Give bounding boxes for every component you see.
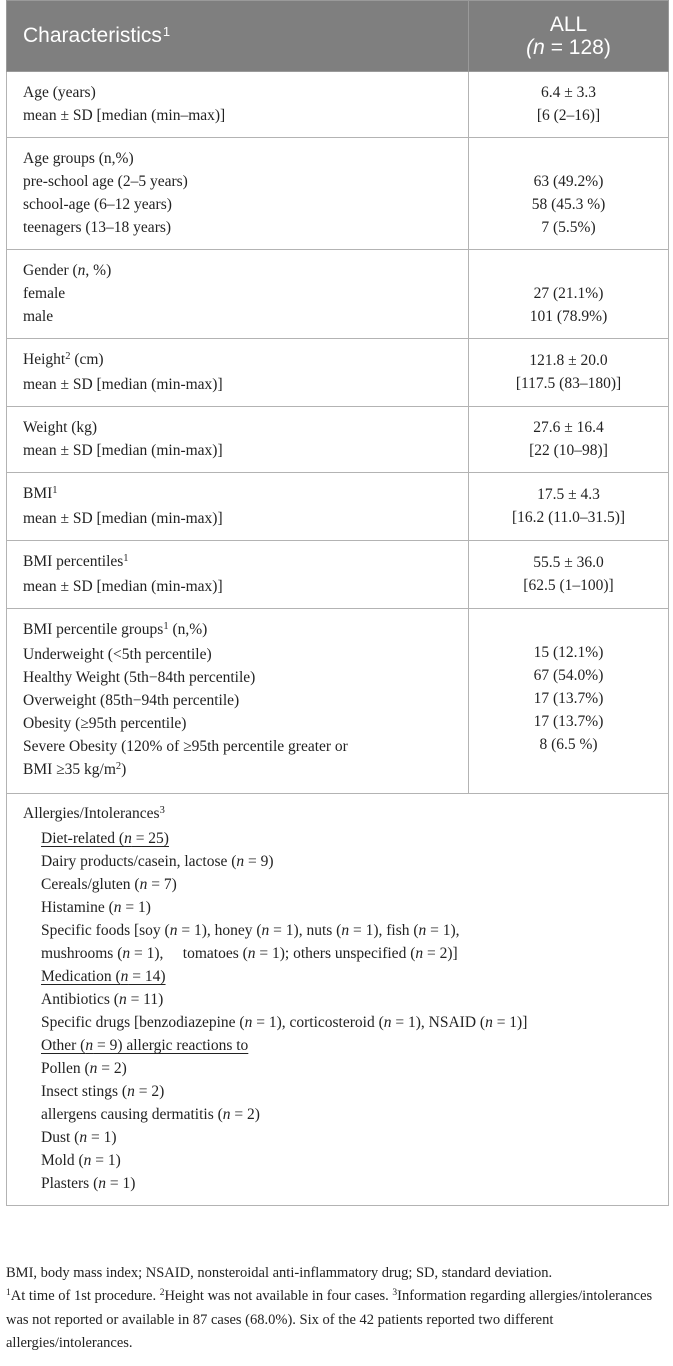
table-row [7, 609, 669, 794]
value-line: 101 (78.9%) [529, 308, 608, 325]
allergy-item: Pollen (n = 2) [41, 1060, 127, 1077]
row-value [469, 339, 669, 407]
table-row [7, 407, 669, 473]
label-line: Severe Obesity (120% of ≥95th percentile greater or [23, 738, 348, 755]
label-line: Overweight (85th−94th percentile) [23, 692, 240, 709]
row-value [469, 138, 669, 250]
row-label [7, 541, 469, 609]
table-row [7, 339, 669, 407]
value-line: [16.2 (11.0–31.5)] [511, 509, 626, 526]
value-line: 8 (6.5 %) [539, 736, 598, 753]
header-all [469, 1, 669, 72]
row-value [469, 250, 669, 339]
table-row [7, 250, 669, 339]
label-line: Gender (n, %) [23, 262, 112, 279]
footnotes-text: $^1$At time of 1st procedure. $^2$Height was not available in four cases. $^3$Information regarding allergies/intolerances was not reported or available in 87 cases (68.0%). Six of the 42 patients reported two different allergies/intolerances. [6, 1287, 653, 1351]
table-row [7, 473, 669, 541]
allergy-item: Cereals/gluten (n = 7) [41, 876, 177, 893]
value-line: 17.5 ± 4.3 [537, 486, 600, 503]
table-footnotes [6, 1262, 668, 1354]
footnote-mark: 1 [52, 485, 58, 496]
label-line: Weight (kg) [23, 419, 98, 436]
allergy-item: mushrooms (n = 1), tomatoes (n = 1); others unspecified (n = 2)] [41, 945, 458, 962]
header-characteristics [7, 1, 469, 72]
table-row [7, 72, 669, 138]
header-n-label: (n = 128) [526, 36, 611, 59]
label-line: BMI ≥35 $kg/m^2$) [23, 761, 127, 778]
label-line: female [23, 285, 66, 302]
allergy-item: Specific drugs [benzodiazepine (n = 1), corticosteroid (n = 1), NSAID (n = 1)] [41, 1014, 528, 1031]
label-line: Underweight (<5th percentile) [23, 646, 212, 663]
row-label [7, 339, 469, 407]
row-value [469, 72, 669, 138]
value-line: 15 (12.1%) [533, 644, 604, 661]
allergy-group-other: Other (n = 9) allergic reactions to [41, 1037, 249, 1054]
header-all-label: ALL [549, 13, 588, 36]
label-line: teenagers (13–18 years) [23, 219, 172, 236]
row-value [469, 541, 669, 609]
label-line: BMI percentiles$^1$ [23, 553, 129, 570]
footnote-mark: 2 [115, 761, 122, 772]
label-line: mean ± SD [median (min-max)] [23, 510, 223, 527]
label-line: mean ± SD [median (min–max)] [23, 107, 226, 124]
allergies-cell [7, 794, 669, 1206]
row-value [469, 473, 669, 541]
value-line: 17 (13.7%) [533, 713, 604, 730]
label-line: Age groups (n,%) [23, 150, 134, 167]
row-label [7, 473, 469, 541]
footnote-mark: 1 [123, 553, 129, 564]
row-label [7, 72, 469, 138]
row-label [7, 609, 469, 794]
value-line: 58 (45.3 %) [531, 196, 606, 213]
label-line: BMI$^1$ [23, 485, 58, 502]
allergy-item: Histamine (n = 1) [41, 899, 151, 916]
allergy-item: Mold (n = 1) [41, 1152, 121, 1169]
value-line: [22 (10–98)] [529, 442, 608, 459]
value-line: [117.5 (83–180)] [515, 375, 622, 392]
label-line: mean ± SD [median (min-max)] [23, 376, 223, 393]
value-line: 55.5 ± 36.0 [533, 554, 604, 571]
allergy-item: Insect stings (n = 2) [41, 1083, 165, 1100]
label-line: Age (years) [23, 84, 96, 101]
value-line: 7 (5.5%) [541, 219, 596, 236]
label-line: pre-school age (2–5 years) [23, 173, 188, 190]
value-line: [6 (2–16)] [536, 107, 601, 124]
label-line: mean ± SD [median (min-max)] [23, 578, 223, 595]
label-line: BMI percentile groups$^1$ (n,%) [23, 621, 208, 638]
footnote-mark: 1 [163, 621, 169, 632]
value-line: 17 (13.7%) [533, 690, 604, 707]
value-line: 63 (49.2%) [533, 173, 604, 190]
allergy-group-medication: Medication (n = 14) [41, 968, 166, 985]
row-value [469, 609, 669, 794]
table-row-allergies [7, 794, 669, 1206]
label-line: mean ± SD [median (min-max)] [23, 442, 223, 459]
allergy-item: Plasters (n = 1) [41, 1175, 136, 1192]
row-label [7, 138, 469, 250]
value-line: 67 (54.0%) [533, 667, 604, 684]
label-line: male [23, 308, 54, 325]
allergy-item: Dairy products/casein, lactose (n = 9) [41, 853, 274, 870]
footnote-mark: 3 [159, 805, 165, 816]
label-line: school-age (6–12 years) [23, 196, 172, 213]
footnote-mark: 2 [65, 351, 71, 362]
characteristics-table [6, 0, 669, 1206]
allergy-item: Antibiotics (n = 11) [41, 991, 164, 1008]
value-line: 6.4 ± 3.3 [540, 84, 596, 101]
header-footnote-mark: 1 [162, 24, 171, 39]
header-characteristics-label: Characteristics [23, 24, 162, 47]
value-line: 27 (21.1%) [533, 285, 604, 302]
value-line: 121.8 ± 20.0 [529, 352, 608, 369]
abbreviations-note: BMI, body mass index; NSAID, nonsteroidal anti-inflammatory drug; SD, standard deviation. [6, 1265, 553, 1281]
allergy-group-diet: Diet-related (n = 25) [41, 830, 169, 847]
table-header-row [7, 1, 669, 72]
table-row [7, 541, 669, 609]
label-line: Height$^2$ (cm) [23, 351, 104, 368]
row-label [7, 407, 469, 473]
allergy-item: Dust (n = 1) [41, 1129, 117, 1146]
row-value [469, 407, 669, 473]
allergies-title: Allergies/Intolerances$^3$ [23, 805, 165, 822]
row-label [7, 250, 469, 339]
allergy-item: allergens causing dermatitis (n = 2) [41, 1106, 260, 1123]
value-line: [62.5 (1–100)] [523, 577, 614, 594]
allergy-item: Specific foods [soy (n = 1), honey (n = 1), nuts (n = 1), fish (n = 1), [41, 922, 460, 939]
value-line: 27.6 ± 16.4 [533, 419, 604, 436]
label-line: Healthy Weight (5th−84th percentile) [23, 669, 256, 686]
label-line: Obesity (≥95th percentile) [23, 715, 187, 732]
table-row [7, 138, 669, 250]
